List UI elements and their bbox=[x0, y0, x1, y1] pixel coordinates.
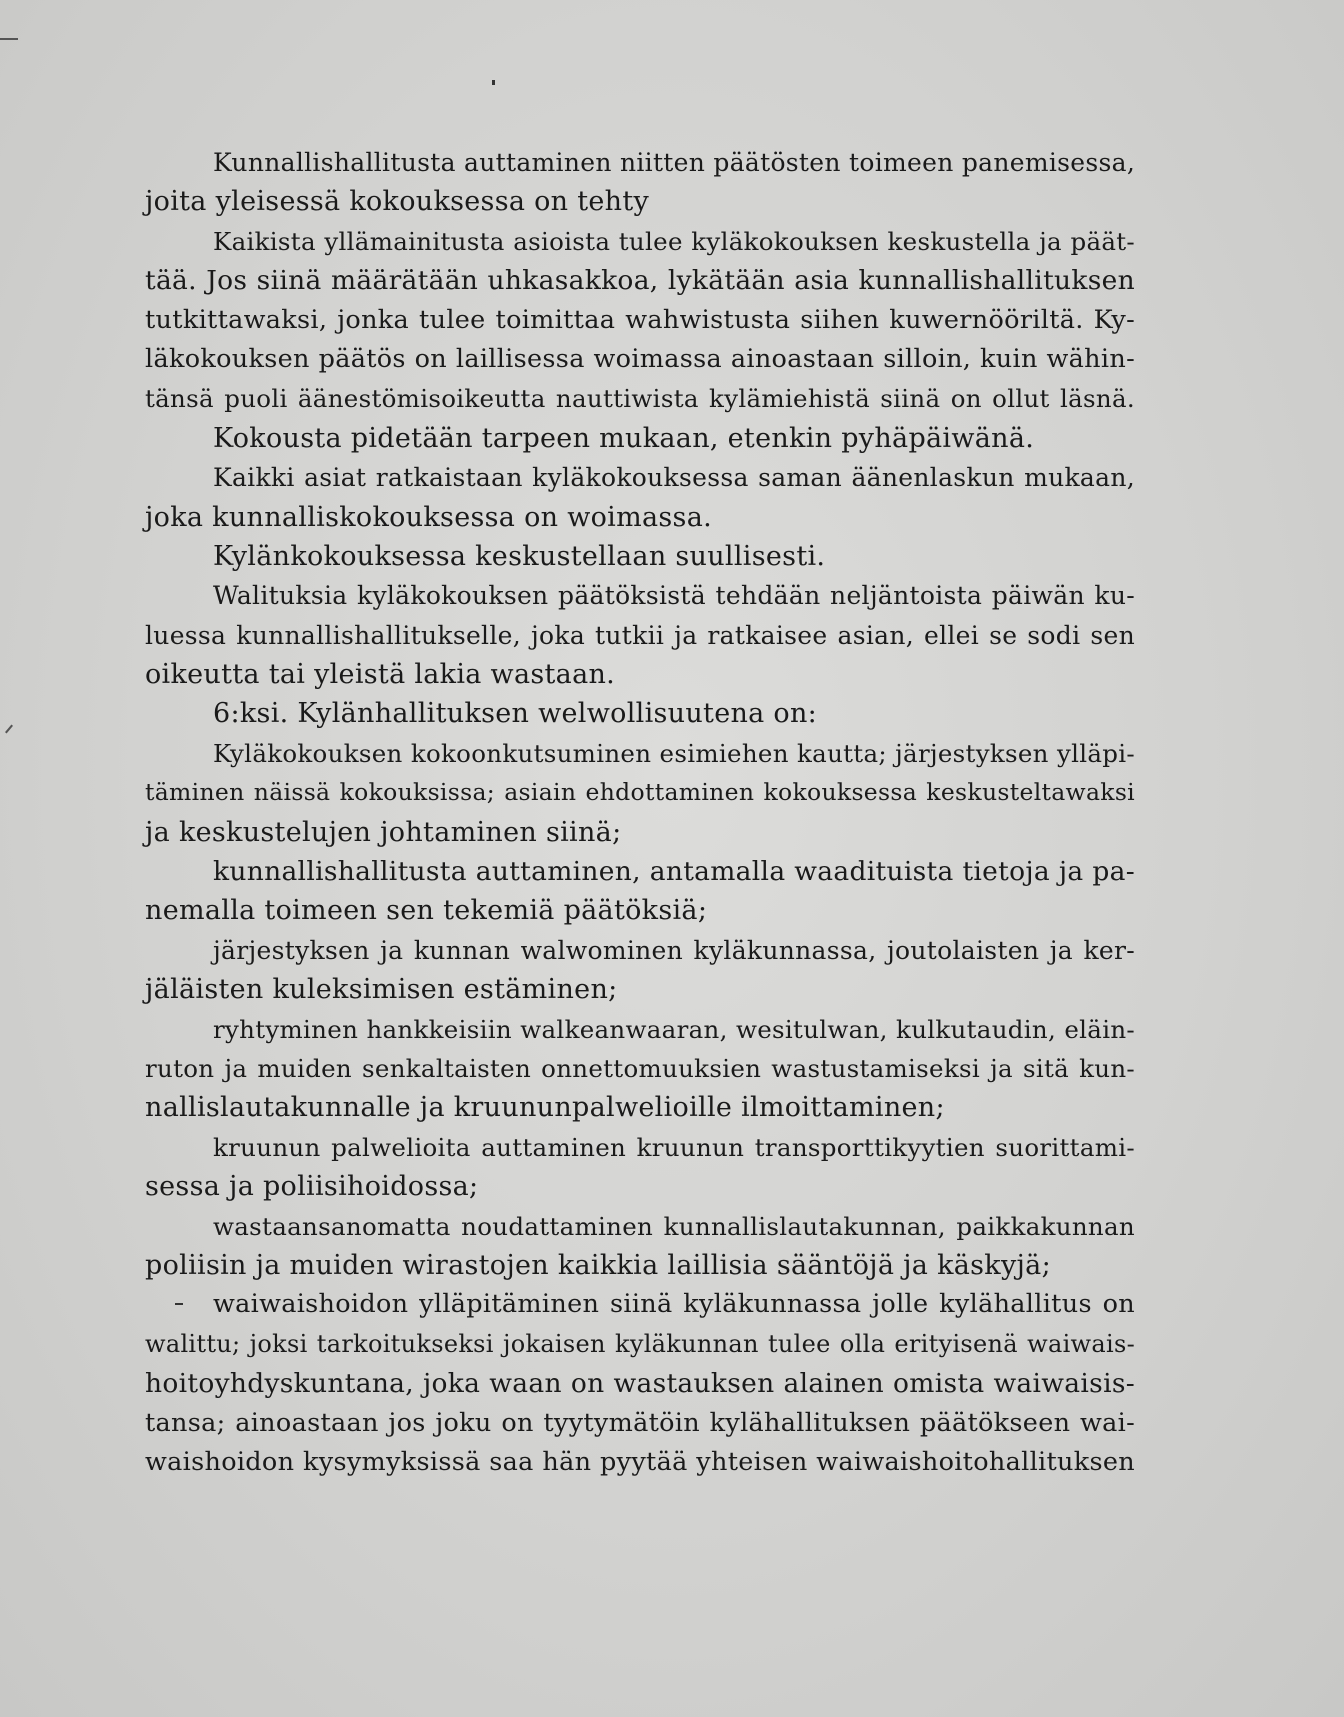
text-line-content: Kylänkokouksessa keskustellaan suullisesti. bbox=[213, 540, 826, 572]
text-line bbox=[145, 222, 1135, 261]
text-line bbox=[145, 419, 1135, 458]
text-line bbox=[145, 576, 1135, 615]
text-line-content: joka kunnalliskokouksessa on woimassa. bbox=[145, 501, 712, 533]
ink-speck bbox=[492, 80, 495, 85]
text-line bbox=[145, 1128, 1135, 1167]
text-line-content: järjestyksen ja kunnan walwominen kyläkunnassa, joutolaisten ja ker- bbox=[213, 935, 1135, 965]
text-line-content: luessa kunnallishallitukselle, joka tutkii ja ratkaisee asian, ellei se sodi sen bbox=[145, 620, 1135, 650]
text-line-content: ruton ja muiden senkaltaisten onnettomuuksien wastustamiseksi ja sitä kun- bbox=[145, 1053, 1135, 1083]
text-line bbox=[145, 340, 1135, 379]
text-line-content: Walituksia kyläkokouksen päätöksistä tehdään neljäntoista päiwän ku- bbox=[213, 581, 1135, 611]
text-line-content: waiwaishoidon ylläpitäminen siinä kyläkunnassa jolle kylähallitus on bbox=[213, 1289, 1135, 1320]
text-line-content: walittu; joksi tarkoitukseksi jokaisen kyläkunnan tulee olla erityisenä waiwais- bbox=[145, 1329, 1135, 1358]
text-line bbox=[145, 1285, 1135, 1324]
page-edge-mark bbox=[5, 725, 13, 734]
text-line-content: nallislautakunnalle ja kruununpalwelioille ilmoittaminen; bbox=[145, 1092, 945, 1124]
text-line-content: Kaikki asiat ratkaistaan kyläkokouksessa saman äänenlaskun mukaan, bbox=[213, 463, 1135, 493]
text-line bbox=[145, 970, 1135, 1009]
text-line bbox=[145, 1207, 1135, 1246]
text-line-content: sessa ja poliisihoidossa; bbox=[145, 1171, 479, 1203]
text-line bbox=[145, 1246, 1135, 1285]
text-line bbox=[145, 813, 1135, 852]
text-line bbox=[145, 852, 1135, 891]
text-line bbox=[145, 891, 1135, 930]
text-line bbox=[145, 1364, 1135, 1403]
text-line bbox=[145, 1404, 1135, 1443]
text-line bbox=[145, 537, 1135, 576]
text-line-content: kruunun palwelioita auttaminen kruunun transporttikyytien suorittami- bbox=[213, 1132, 1135, 1162]
dash-mark bbox=[175, 1303, 183, 1305]
text-line-content: tansa; ainoastaan jos joku on tyytymätöin kylähallituksen päätökseen wai- bbox=[145, 1407, 1135, 1438]
text-line bbox=[145, 1049, 1135, 1088]
text-line-content: täminen näissä kokouksissa; asiain ehdottaminen kokouksessa keskusteltawaksi bbox=[145, 778, 1135, 807]
text-line bbox=[145, 379, 1135, 418]
text-line bbox=[145, 143, 1135, 182]
text-line bbox=[145, 616, 1135, 655]
text-line bbox=[145, 1088, 1135, 1127]
text-line-content: läkokouksen päätös on laillisessa woimassa ainoastaan silloin, kuin wähin- bbox=[145, 343, 1135, 374]
text-line bbox=[145, 1443, 1135, 1482]
text-line bbox=[145, 498, 1135, 537]
text-line bbox=[145, 655, 1135, 694]
text-line-content: tänsä puoli äänestömisoikeutta nauttiwista kylämiehistä siinä on ollut läsnä. bbox=[145, 384, 1135, 414]
text-line-content: ja keskustelujen johtaminen siinä; bbox=[145, 816, 622, 848]
text-line bbox=[145, 694, 1135, 733]
text-line bbox=[145, 458, 1135, 497]
text-line-content: jäläisten kuleksimisen estäminen; bbox=[145, 974, 618, 1006]
text-line bbox=[145, 773, 1135, 812]
text-line bbox=[145, 261, 1135, 300]
text-line-content: 6:ksi. Kylänhallituksen welwollisuutena on: bbox=[213, 698, 818, 730]
text-line-content: wastaansanomatta noudattaminen kunnallislautakunnan, paikkakunnan bbox=[213, 1211, 1135, 1241]
text-line bbox=[145, 734, 1135, 773]
text-line-content: waishoidon kysymyksissä saa hän pyytää yhteisen waiwaishoitohallituksen bbox=[145, 1446, 1135, 1477]
text-line bbox=[145, 1325, 1135, 1364]
text-line bbox=[145, 931, 1135, 970]
text-line-content: kunnallishallitusta auttaminen, antamalla waadituista tietoja ja pa- bbox=[213, 856, 1135, 888]
text-line-content: ryhtyminen hankkeisiin walkeanwaaran, wesitulwan, kulkutaudin, eläin- bbox=[213, 1014, 1135, 1044]
text-line-content: Kunnallishallitusta auttaminen niitten päätösten toimeen panemisessa, bbox=[213, 148, 1136, 177]
text-line-content: tutkittawaksi, jonka tulee toimittaa wahwistusta siihen kuwernööriltä. Ky- bbox=[145, 304, 1135, 335]
text-line bbox=[145, 301, 1135, 340]
text-line bbox=[145, 1167, 1135, 1206]
page-edge-mark bbox=[0, 38, 18, 40]
text-line-content: tää. Jos siinä määrätään uhkasakkoa, lykätään asia kunnallishallituksen bbox=[145, 265, 1135, 297]
text-line bbox=[145, 1010, 1135, 1049]
text-line-content: Kokousta pidetään tarpeen mukaan, etenkin pyhäpäiwänä. bbox=[213, 422, 1035, 454]
text-line-content: hoitoyhdyskuntana, joka waan on wastauksen alainen omista waiwaisis- bbox=[145, 1368, 1135, 1400]
document-body bbox=[145, 143, 1135, 1482]
text-line-content: Kyläkokouksen kokoonkutsuminen esimiehen kautta; järjestyksen ylläpi- bbox=[213, 738, 1135, 768]
text-line-content: nemalla toimeen sen tekemiä päätöksiä; bbox=[145, 895, 708, 927]
text-line-content: poliisin ja muiden wirastojen kaikkia laillisia sääntöjä ja käskyjä; bbox=[145, 1249, 1051, 1281]
text-line-content: Kaikista yllämainitusta asioista tulee kyläkokouksen keskustella ja päät- bbox=[213, 226, 1135, 256]
text-line-content: joita yleisessä kokouksessa on tehty bbox=[145, 186, 650, 218]
text-line-content: oikeutta tai yleistä lakia wastaan. bbox=[145, 659, 616, 691]
text-line bbox=[145, 182, 1135, 221]
